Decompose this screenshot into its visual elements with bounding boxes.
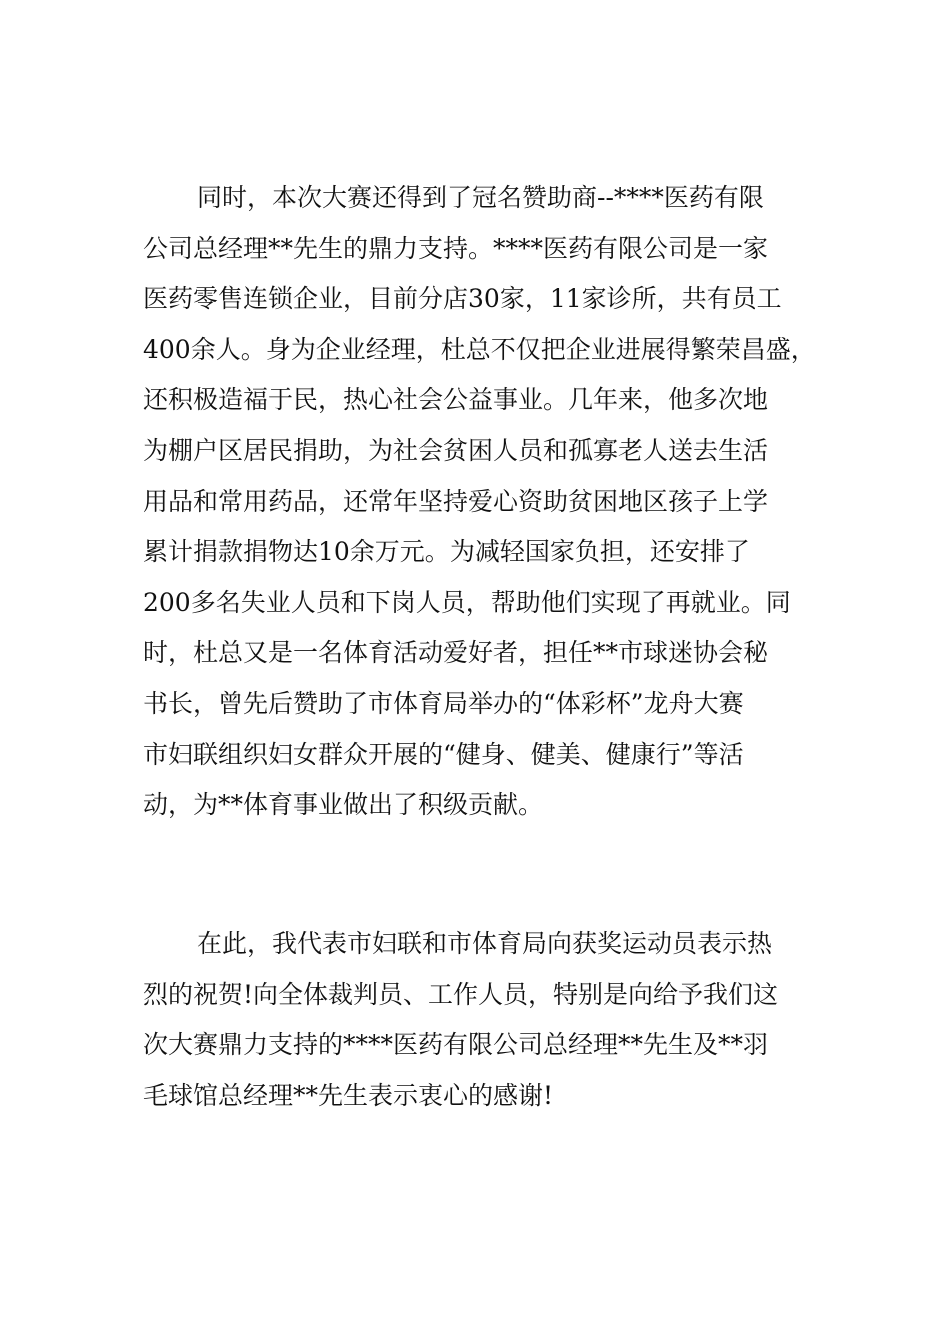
paragraph-sponsor xyxy=(143,173,816,831)
text-line: 书长，曾先后赞助了市体育局举办的“体彩杯”龙舟大赛 xyxy=(143,688,744,718)
text-line: 医药零售连锁企业，目前分店30家，11家诊所，共有员工 xyxy=(143,284,782,314)
text-line: 次大赛鼎力支持的****医药有限公司总经理**先生及**羽 xyxy=(143,1030,769,1060)
text-line: 时，杜总又是一名体育活动爱好者，担任**市球迷协会秘 xyxy=(143,638,769,668)
text-line: 动，为**体育事业做出了积级贡献。 xyxy=(143,790,544,820)
text-line: 累计捐款捐物达10余万元。为减轻国家负担，还安排了 xyxy=(143,537,750,567)
paragraph-thanks xyxy=(143,919,813,1121)
text-line: 公司总经理**先生的鼎力支持。****医药有限公司是一家 xyxy=(143,233,769,263)
text-line: 毛球馆总经理**先生表示衷心的感谢! xyxy=(143,1080,554,1110)
text-line: 市妇联组织妇女群众开展的“健身、健美、健康行”等活 xyxy=(143,739,744,769)
text-line: 在此，我代表市妇联和市体育局向获奖运动员表示热 xyxy=(197,929,773,958)
text-line: 用品和常用药品，还常年坚持爱心资助贫困地区孩子上学 xyxy=(143,486,769,516)
text-line: 400余人。身为企业经理，杜总不仅把企业进展得繁荣昌盛， xyxy=(143,334,816,364)
text-line: 同时，本次大赛还得到了冠名赞助商--****医药有限 xyxy=(197,183,764,212)
text-line: 烈的祝贺!向全体裁判员、工作人员，特别是向给予我们这 xyxy=(143,979,779,1009)
text-line: 200多名失业人员和下岗人员，帮助他们实现了再就业。同 xyxy=(143,587,791,617)
text-line: 为棚户区居民捐助，为社会贫困人员和孤寡老人送去生活 xyxy=(143,435,769,465)
text-line: 还积极造福于民，热心社会公益事业。几年来，他多次地 xyxy=(143,385,769,415)
